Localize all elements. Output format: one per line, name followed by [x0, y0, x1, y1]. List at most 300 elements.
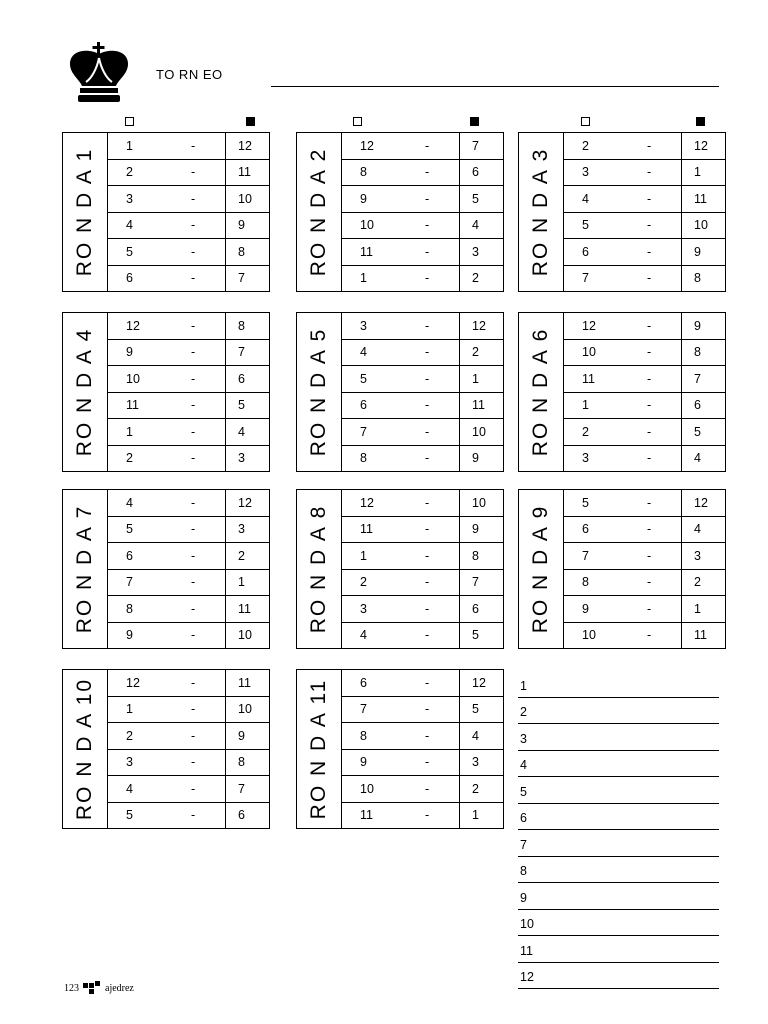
result-separator: - — [425, 191, 430, 206]
white-player-number: 1 — [360, 548, 367, 563]
result-separator: - — [425, 345, 430, 360]
white-player-number: 3 — [360, 601, 367, 616]
result-separator: - — [191, 575, 196, 590]
result-separator: - — [191, 451, 196, 466]
game-row — [108, 186, 269, 213]
black-player-number: 7 — [681, 366, 725, 392]
white-player-number: 3 — [582, 165, 589, 180]
black-square-icon — [696, 117, 705, 128]
result-separator: - — [191, 702, 196, 717]
player-line[interactable]: 2 — [518, 698, 719, 725]
black-player-number: 7 — [225, 776, 269, 802]
result-separator: - — [425, 522, 430, 537]
result-separator: - — [191, 398, 196, 413]
chess-squares-logo-icon — [83, 981, 101, 995]
result-separator: - — [191, 522, 196, 537]
game-row — [564, 133, 725, 160]
round-label — [63, 670, 108, 828]
result-separator: - — [425, 495, 430, 510]
black-player-number: 5 — [459, 697, 503, 723]
black-player-number: 7 — [459, 133, 503, 159]
player-line[interactable]: 12 — [518, 963, 719, 990]
result-separator: - — [647, 345, 652, 360]
result-separator: - — [425, 218, 430, 233]
black-player-number: 3 — [459, 239, 503, 265]
round-games — [108, 313, 269, 471]
white-square-icon — [581, 117, 590, 128]
white-player-number: 3 — [126, 191, 133, 206]
game-row — [564, 340, 725, 367]
white-player-number: 9 — [126, 345, 133, 360]
white-player-number: 9 — [360, 191, 367, 206]
game-row — [342, 266, 503, 292]
white-player-number: 10 — [126, 371, 140, 386]
page-number: 123 — [64, 982, 79, 994]
game-row — [108, 623, 269, 649]
black-player-number: 2 — [459, 266, 503, 292]
result-separator: - — [191, 138, 196, 153]
white-player-number: 8 — [360, 451, 367, 466]
white-player-number: 11 — [582, 371, 595, 386]
result-separator: - — [191, 165, 196, 180]
game-row — [108, 803, 269, 829]
result-separator: - — [647, 138, 652, 153]
white-square-icon — [353, 117, 362, 128]
white-player-number: 11 — [360, 522, 373, 537]
round-label-text: RO N D A 10 — [73, 677, 96, 821]
white-player-number: 6 — [126, 271, 133, 286]
game-row — [564, 446, 725, 472]
result-separator: - — [425, 548, 430, 563]
result-separator: - — [425, 575, 430, 590]
round-games — [342, 490, 503, 648]
black-player-number: 5 — [225, 393, 269, 419]
game-row — [342, 446, 503, 472]
player-line[interactable]: 7 — [518, 830, 719, 857]
black-player-number: 4 — [225, 419, 269, 445]
black-player-number: 3 — [225, 517, 269, 543]
white-player-number: 4 — [360, 628, 367, 643]
player-line[interactable]: 11 — [518, 936, 719, 963]
round-10 — [62, 669, 270, 829]
round-label — [297, 670, 342, 828]
black-player-number: 12 — [225, 133, 269, 159]
black-player-number: 12 — [681, 133, 725, 159]
white-player-number: 9 — [582, 601, 589, 616]
result-separator: - — [425, 702, 430, 717]
white-player-number: 12 — [360, 138, 374, 153]
round-label-text: RO N D A 6 — [529, 327, 552, 457]
result-separator: - — [647, 575, 652, 590]
game-row — [342, 313, 503, 340]
result-separator: - — [425, 755, 430, 770]
round-label-text: RO N D A 11 — [307, 678, 330, 820]
result-separator: - — [425, 628, 430, 643]
game-row — [342, 340, 503, 367]
round-label — [297, 313, 342, 471]
player-line[interactable]: 4 — [518, 751, 719, 778]
black-player-number: 2 — [459, 340, 503, 366]
round-9 — [518, 489, 726, 649]
white-player-number: 5 — [360, 371, 367, 386]
black-player-number: 10 — [459, 490, 503, 516]
black-player-number: 6 — [459, 160, 503, 186]
result-separator: - — [191, 781, 196, 796]
black-player-number: 10 — [225, 697, 269, 723]
white-player-number: 12 — [582, 318, 596, 333]
round-games — [564, 133, 725, 291]
result-separator: - — [647, 271, 652, 286]
round-label-text: RO N D A 7 — [73, 504, 96, 634]
round-label-text: RO N D A 4 — [73, 327, 96, 457]
white-player-number: 11 — [360, 244, 373, 259]
black-player-number: 9 — [681, 239, 725, 265]
black-player-number: 1 — [681, 160, 725, 186]
game-row — [564, 160, 725, 187]
round-label — [297, 133, 342, 291]
black-player-number: 6 — [225, 803, 269, 829]
round-11 — [296, 669, 504, 829]
round-label — [63, 313, 108, 471]
game-row — [564, 517, 725, 544]
round-games — [108, 490, 269, 648]
result-separator: - — [191, 628, 196, 643]
game-row — [564, 623, 725, 649]
white-player-number: 12 — [126, 675, 140, 690]
result-separator: - — [191, 191, 196, 206]
result-separator: - — [647, 628, 652, 643]
round-label-text: RO N D A 8 — [307, 504, 330, 634]
result-separator: - — [191, 808, 196, 823]
white-player-number: 6 — [360, 675, 367, 690]
tournament-title: TO RN EO — [156, 67, 223, 82]
game-row — [108, 490, 269, 517]
result-separator: - — [191, 728, 196, 743]
round-label — [63, 133, 108, 291]
game-row — [564, 596, 725, 623]
round-label-text: RO N D A 9 — [529, 504, 552, 634]
player-line[interactable]: 3 — [518, 724, 719, 751]
result-separator: - — [647, 548, 652, 563]
white-player-number: 5 — [126, 244, 133, 259]
game-row — [342, 186, 503, 213]
white-player-number: 2 — [126, 728, 133, 743]
result-separator: - — [425, 244, 430, 259]
game-row — [108, 776, 269, 803]
white-player-number: 3 — [360, 318, 367, 333]
game-row — [108, 266, 269, 292]
result-separator: - — [191, 218, 196, 233]
white-player-number: 2 — [582, 138, 589, 153]
result-separator: - — [191, 424, 196, 439]
black-player-number: 7 — [459, 570, 503, 596]
game-row — [108, 393, 269, 420]
result-separator: - — [425, 601, 430, 616]
white-player-number: 7 — [360, 424, 367, 439]
round-games — [564, 313, 725, 471]
result-separator: - — [191, 345, 196, 360]
black-player-number: 1 — [459, 366, 503, 392]
black-player-number: 9 — [681, 313, 725, 339]
black-player-number: 7 — [225, 340, 269, 366]
white-player-number: 9 — [126, 628, 133, 643]
game-row — [108, 723, 269, 750]
game-row — [108, 133, 269, 160]
black-player-number: 3 — [681, 543, 725, 569]
black-player-number: 12 — [459, 313, 503, 339]
game-row — [342, 750, 503, 777]
black-player-number: 4 — [459, 213, 503, 239]
game-row — [108, 570, 269, 597]
chess-king-icon — [66, 42, 132, 104]
game-row — [342, 543, 503, 570]
result-separator: - — [425, 808, 430, 823]
white-player-number: 7 — [126, 575, 133, 590]
white-player-number: 7 — [582, 548, 589, 563]
game-row — [342, 239, 503, 266]
round-8 — [296, 489, 504, 649]
black-square-icon — [246, 117, 255, 128]
white-player-number: 7 — [360, 702, 367, 717]
black-player-number: 6 — [459, 596, 503, 622]
black-square-icon — [470, 117, 479, 128]
white-player-number: 3 — [126, 755, 133, 770]
black-player-number: 4 — [681, 517, 725, 543]
result-separator: - — [647, 244, 652, 259]
round-games — [342, 670, 503, 828]
result-separator: - — [425, 318, 430, 333]
result-separator: - — [647, 495, 652, 510]
game-row — [108, 313, 269, 340]
game-row — [342, 393, 503, 420]
black-player-number: 2 — [459, 776, 503, 802]
game-row — [342, 419, 503, 446]
player-list — [518, 671, 719, 989]
result-separator: - — [647, 191, 652, 206]
result-separator: - — [191, 548, 196, 563]
black-player-number: 12 — [225, 490, 269, 516]
round-2 — [296, 132, 504, 292]
white-player-number: 2 — [582, 424, 589, 439]
round-5 — [296, 312, 504, 472]
game-row — [108, 213, 269, 240]
game-row — [342, 366, 503, 393]
black-player-number: 11 — [225, 596, 269, 622]
result-separator: - — [647, 218, 652, 233]
game-row — [342, 697, 503, 724]
game-row — [108, 366, 269, 393]
white-player-number: 1 — [582, 398, 589, 413]
game-row — [564, 266, 725, 292]
result-separator: - — [647, 165, 652, 180]
white-player-number: 6 — [126, 548, 133, 563]
player-line[interactable]: 5 — [518, 777, 719, 804]
round-4 — [62, 312, 270, 472]
white-player-number: 4 — [126, 781, 133, 796]
white-player-number: 5 — [582, 495, 589, 510]
white-player-number: 3 — [582, 451, 589, 466]
game-row — [108, 750, 269, 777]
player-line[interactable]: 10 — [518, 910, 719, 937]
white-player-number: 12 — [126, 318, 140, 333]
black-player-number: 5 — [681, 419, 725, 445]
white-player-number: 4 — [360, 345, 367, 360]
white-player-number: 12 — [360, 495, 374, 510]
black-player-number: 9 — [459, 446, 503, 472]
result-separator: - — [647, 424, 652, 439]
black-player-number: 4 — [681, 446, 725, 472]
game-row — [342, 213, 503, 240]
game-row — [342, 623, 503, 649]
white-player-number: 6 — [582, 244, 589, 259]
page-footer — [64, 981, 134, 995]
white-player-number: 4 — [126, 495, 133, 510]
black-player-number: 3 — [225, 446, 269, 472]
game-row — [342, 133, 503, 160]
black-player-number: 6 — [225, 366, 269, 392]
black-player-number: 11 — [225, 160, 269, 186]
game-row — [342, 803, 503, 829]
result-separator: - — [647, 451, 652, 466]
black-player-number: 12 — [681, 490, 725, 516]
black-player-number: 5 — [459, 186, 503, 212]
round-1 — [62, 132, 270, 292]
round-label — [519, 313, 564, 471]
result-separator: - — [191, 675, 196, 690]
white-player-number: 8 — [360, 165, 367, 180]
result-separator: - — [425, 424, 430, 439]
black-player-number: 5 — [459, 623, 503, 649]
white-player-number: 5 — [126, 808, 133, 823]
result-separator: - — [191, 495, 196, 510]
round-6 — [518, 312, 726, 472]
black-player-number: 2 — [681, 570, 725, 596]
black-player-number: 9 — [225, 213, 269, 239]
black-player-number: 6 — [681, 393, 725, 419]
white-player-number: 10 — [582, 345, 596, 360]
round-games — [342, 133, 503, 291]
game-row — [108, 697, 269, 724]
result-separator: - — [647, 522, 652, 537]
white-player-number: 6 — [582, 522, 589, 537]
white-player-number: 7 — [582, 271, 589, 286]
player-line[interactable]: 1 — [518, 671, 719, 698]
black-player-number: 2 — [225, 543, 269, 569]
black-player-number: 8 — [459, 543, 503, 569]
game-row — [564, 366, 725, 393]
black-player-number: 11 — [459, 393, 503, 419]
game-row — [342, 776, 503, 803]
white-player-number: 1 — [126, 138, 133, 153]
game-row — [564, 186, 725, 213]
result-separator: - — [191, 244, 196, 259]
white-player-number: 2 — [126, 451, 133, 466]
game-row — [564, 313, 725, 340]
game-row — [564, 213, 725, 240]
game-row — [342, 160, 503, 187]
result-separator: - — [647, 371, 652, 386]
game-row — [342, 596, 503, 623]
white-square-icon — [125, 117, 134, 128]
white-player-number: 1 — [126, 424, 133, 439]
round-label-text: RO N D A 1 — [73, 147, 96, 277]
white-player-number: 1 — [360, 271, 367, 286]
round-label-text: RO N D A 2 — [307, 147, 330, 277]
game-row — [108, 340, 269, 367]
black-player-number: 3 — [459, 750, 503, 776]
player-line[interactable]: 9 — [518, 883, 719, 910]
white-player-number: 4 — [126, 218, 133, 233]
black-player-number: 8 — [225, 750, 269, 776]
game-row — [108, 543, 269, 570]
black-player-number: 1 — [225, 570, 269, 596]
white-player-number: 10 — [360, 218, 374, 233]
black-player-number: 4 — [459, 723, 503, 749]
result-separator: - — [425, 728, 430, 743]
result-separator: - — [425, 451, 430, 466]
round-label-text: RO N D A 5 — [307, 327, 330, 457]
round-games — [108, 670, 269, 828]
game-row — [108, 670, 269, 697]
black-player-number: 8 — [225, 239, 269, 265]
black-player-number: 11 — [225, 670, 269, 696]
white-player-number: 8 — [360, 728, 367, 743]
black-player-number: 11 — [681, 186, 725, 212]
white-player-number: 6 — [360, 398, 367, 413]
result-separator: - — [191, 371, 196, 386]
round-label — [297, 490, 342, 648]
black-player-number: 8 — [225, 313, 269, 339]
black-player-number: 7 — [225, 266, 269, 292]
game-row — [108, 446, 269, 472]
round-label — [63, 490, 108, 648]
result-separator: - — [425, 675, 430, 690]
game-row — [342, 670, 503, 697]
white-player-number: 5 — [126, 522, 133, 537]
player-line[interactable]: 6 — [518, 804, 719, 831]
white-player-number: 10 — [582, 628, 596, 643]
game-row — [564, 543, 725, 570]
game-row — [108, 160, 269, 187]
game-row — [564, 393, 725, 420]
black-player-number: 10 — [225, 623, 269, 649]
black-player-number: 11 — [681, 623, 725, 649]
black-player-number: 8 — [681, 340, 725, 366]
player-line[interactable]: 8 — [518, 857, 719, 884]
round-3 — [518, 132, 726, 292]
game-row — [108, 419, 269, 446]
white-player-number: 2 — [126, 165, 133, 180]
game-row — [564, 570, 725, 597]
white-player-number: 8 — [582, 575, 589, 590]
result-separator: - — [425, 138, 430, 153]
game-row — [108, 239, 269, 266]
black-player-number: 1 — [681, 596, 725, 622]
result-separator: - — [191, 318, 196, 333]
result-separator: - — [647, 398, 652, 413]
white-player-number: 4 — [582, 191, 589, 206]
round-games — [108, 133, 269, 291]
black-player-number: 8 — [681, 266, 725, 292]
game-row — [342, 517, 503, 544]
result-separator: - — [425, 271, 430, 286]
result-separator: - — [647, 601, 652, 616]
round-games — [564, 490, 725, 648]
game-row — [108, 596, 269, 623]
result-separator: - — [191, 271, 196, 286]
tournament-name-line[interactable] — [271, 86, 719, 87]
black-player-number: 10 — [681, 213, 725, 239]
